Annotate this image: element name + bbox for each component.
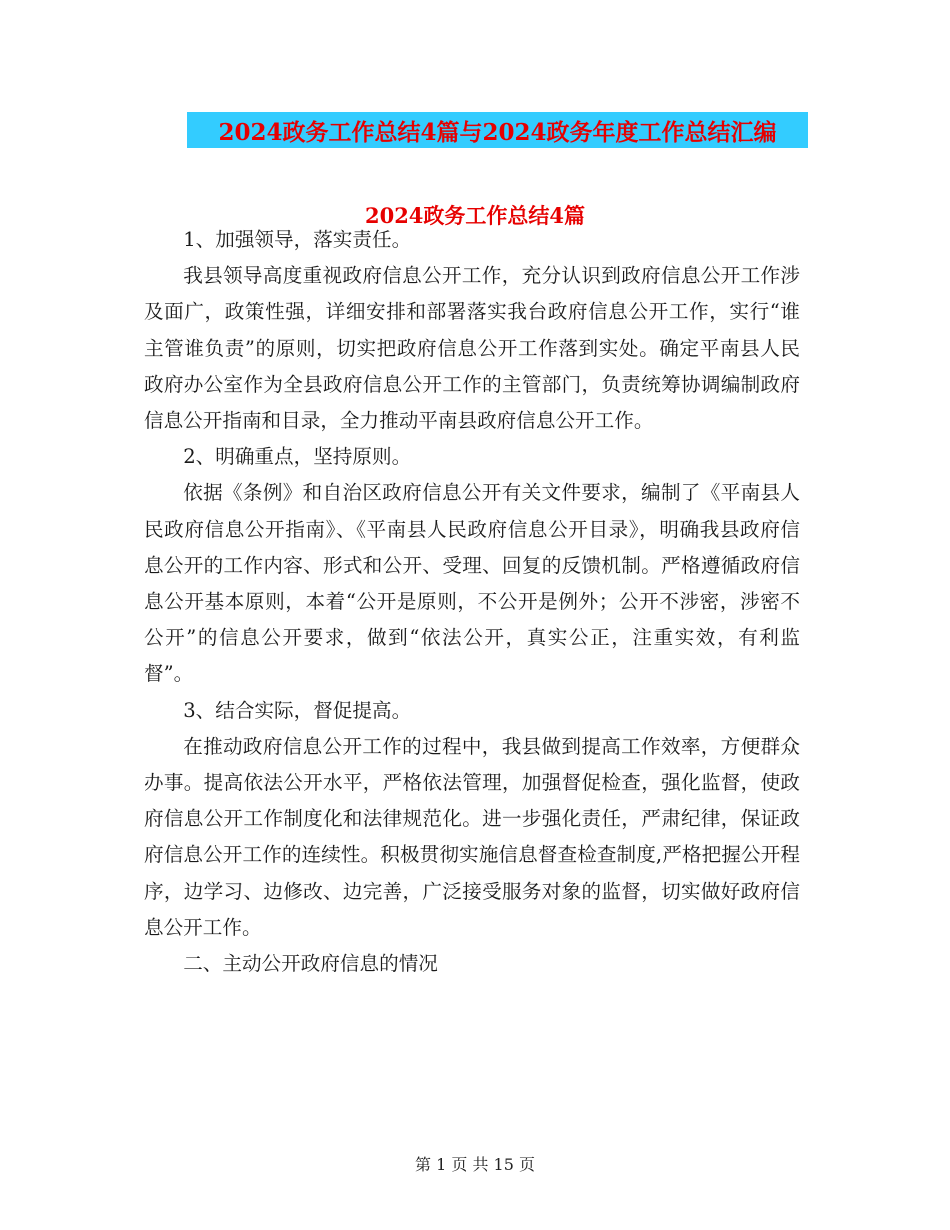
paragraph: 依据《条例》和自治区政府信息公开有关文件要求，编制了《平南县人民政府信息公开指南》、《平南县人民政府信息公开目录》，明确我县政府信息公开的工作内容、形式和公开、受理、回复的反馈机制。严格遵循政府信息公开基本原则，本着“公开是原则，不公开是例外；公开不涉密，涉密不公开”的信息公开要求，做到“依法公开，真实公正，注重实效，有利监督”。 [144,481,800,686]
page-footer: 第 1 页 共 15 页 [415,1155,535,1174]
paragraph-heading-1: 1、加强领导，落实责任。 [183,228,412,251]
paragraph: 我县领导高度重视政府信息公开工作，充分认识到政府信息公开工作涉及面广，政策性强，详细安排和部署落实我台政府信息公开工作，实行“谁主管谁负责”的原则，切实把政府信息公开工作落到实处。确定平南县人民政府办公室作为全县政府信息公开工作的主管部门，负责统筹协调编制政府信息公开指南和目录，全力推动平南县政府信息公开工作。 [144,264,800,433]
section-heading: 二、主动公开政府信息的情况 [183,952,438,976]
main-title-highlight [187,112,808,148]
paragraph-heading-2: 2、明确重点，坚持原则。 [183,445,412,469]
paragraph: 在推动政府信息公开工作的过程中，我县做到提高工作效率，方便群众办事。提高依法公开水平，严格依法管理，加强督促检查，强化监督，使政府信息公开工作制度化和法律规范化。进一步强化责任，严肃纪律，保证政府信息公开工作的连续性。积极贯彻实施信息督查检查制度,严格把握公开程序，边学习、边修改、边完善，广泛接受服务对象的监督，切实做好政府信息公开工作。 [144,734,800,939]
body-text [144,222,800,982]
main-title: 2024政务工作总结4篇与2024政务年度工作总结汇编 [218,118,777,146]
paragraph-heading-3: 3、结合实际，督促提高。 [183,698,412,722]
sub-title: 2024政务工作总结4篇 [364,203,586,228]
